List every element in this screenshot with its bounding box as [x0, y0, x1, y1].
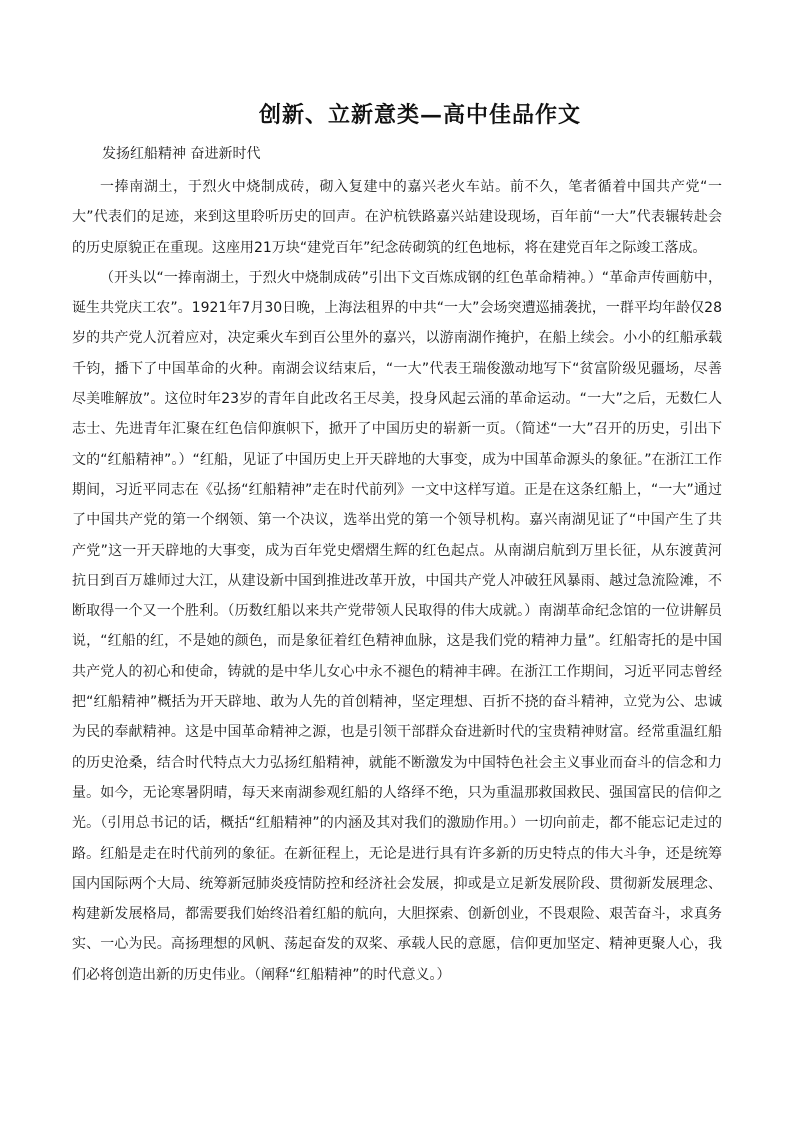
paragraph-main: （开头以“一捧南湖土，于烈火中烧制成砖”引出下文百炼成钢的红色革命精神。）“革命声传画舫中，诞生共党庆工农”。1921年7月30日晚，上海法租界的中共“一大”会场突遭巡捕袭扰，一群平均年龄仅28岁的共产党人沉着应对，决定乘火车到百公里外的嘉兴，以游南湖作掩护，在船上续会。小小的红船承载千钧，播下了中国革命的火种。南湖会议结束后，“一大”代表王瑞俊激动地写下“贫富阶级见疆场，尽善尽美唯解放”。这位时年23岁的青年自此改名王尽美，投身风起云涌的革命运动。“一大”之后，无数仁人志士、先进青年汇聚在红色信仰旗帜下，掀开了中国历史的崭新一页。（简述“一大”召开的历史，引出下文的“红船精神”。）“红船，见证了中国历史上开天辟地的大事变，成为中国革命源头的象征。”在浙江工作期间，习近平同志在《弘扬“红船精神”走在时代前列》一文中这样写道。正是在这条红船上，“一大”通过了中国共产党的第一个纲领、第一个决议，选举出党的第一个领导机构。嘉兴南湖见证了“中国产生了共产党”这一开天辟地的大事变，成为百年党史熠熠生辉的红色起点。从南湖启航到万里长征，从东渡黄河抗日到百万雄师过大江，从建设新中国到推进改革开放，中国共产党人冲破狂风暴雨、越过急流险滩，不断取得一个又一个胜利。（历数红船以来共产党带领人民取得的伟大成就。）南湖革命纪念馆的一位讲解员说，“红船的红，不是她的颜色，而是象征着红色精神血脉，这是我们党的精神力量”。红船寄托的是中国共产党人的初心和使命，铸就的是中华儿女心中永不褪色的精神丰碑。在浙江工作期间，习近平同志曾经把“红船精神”概括为开天辟地、敢为人先的首创精神，坚定理想、百折不挠的奋斗精神，立党为公、忠诚为民的奉献精神。这是中国革命精神之源，也是引领干部群众奋进新时代的宝贵精神财富。经常重温红船的历史沧桑，结合时代特点大力弘扬红船精神，就能不断激发为中国特色社会主义事业而奋斗的信念和力量。如今，无论寒暑阴晴，每天来南湖参观红船的人络绎不绝，只为重温那救国救民、强国富民的信仰之光。（引用总书记的话，概括“红船精神”的内涵及其对我们的激励作用。）一切向前走，都不能忘记走过的路。红船是走在时代前列的象征。在新征程上，无论是进行具有许多新的历史特点的伟大斗争，还是统筹国内国际两个大局、统筹新冠肺炎疫情防控和经济社会发展，抑或是立足新发展阶段、贯彻新发展理念、构建新发展格局，都需要我们始终沿着红船的航向，大胆探索、创新创业，不畏艰险、艰苦奋斗，求真务实、一心为民。高扬理想的风帆、荡起奋发的双桨、承载人民的意愿，信仰更加坚定、精神更聚人心，我们必将创造出新的历史伟业。（阐释“红船精神”的时代意义。） [72, 269, 722, 983]
paragraph-intro: 一捧南湖土，于烈火中烧制成砖，砌入复建中的嘉兴老火车站。前不久，笔者循着中国共产党“一大”代表们的足迹，来到这里聆听历史的回声。在沪杭铁路嘉兴站建设现场，百年前“一大”代表辗转赴会的历史原貌正在重现。这座用21万块“建党百年”纪念砖砌筑的红色地标，将在建党百年之际竣工落成。 [72, 179, 722, 256]
document-subtitle: 发扬红船精神 奋进新时代 [102, 146, 261, 162]
document-body [72, 172, 722, 990]
document-title: 创新、立新意类—高中佳品作文 [258, 102, 581, 128]
